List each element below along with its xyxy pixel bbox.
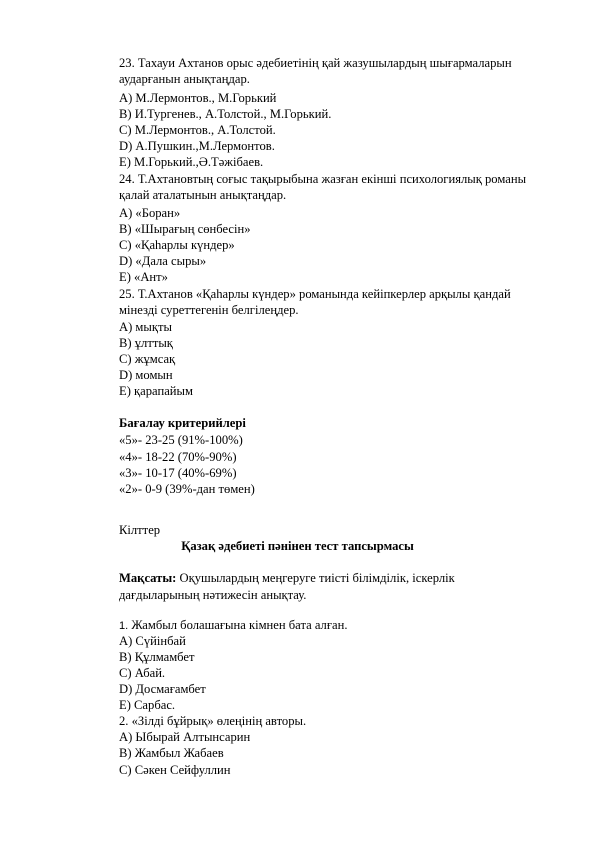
q23-option-e: Е) М.Горький.,Ә.Тәжібаев. [119, 155, 264, 169]
q23-option-c: С) М.Лермонтов., А.Толстой. [119, 123, 276, 137]
goal-text1: Оқушылардың меңгеруге тиісті білімділік, іскерлік [176, 571, 455, 585]
keys-label: Кілттер [119, 523, 161, 537]
q25-text-line1: 25. Т.Ахтанов «Қаһарлы күндер» романында кейіпкерлер арқылы қандай [119, 287, 511, 301]
goal-line1 [119, 570, 455, 586]
t2-option-b: В) Жамбыл Жабаев [119, 746, 224, 760]
t1-number: 1. [119, 620, 129, 632]
t1-option-e: Е) Сарбас. [119, 698, 176, 712]
q23-text-line2: аударғанын анықтаңдар. [119, 72, 250, 86]
t1-option-a: А) Сүйінбай [119, 634, 186, 648]
t1-question-line [119, 617, 347, 634]
q23-text-line1: 23. Тахауи Ахтанов орыс әдебиетінің қай жазушылардың шығармаларын [119, 56, 512, 70]
q25-option-a: А) мықты [119, 320, 172, 334]
goal-label: Мақсаты: [119, 571, 177, 585]
q25-option-e: Е) қарапайым [119, 384, 193, 398]
q23-option-d: D) А.Пушкин.,М.Лермонтов. [119, 139, 275, 153]
t1-option-d: D) Досмағамбет [119, 682, 206, 696]
q24-option-e: Е) «Ант» [119, 270, 168, 284]
q24-option-c: С) «Қаһарлы күндер» [119, 238, 235, 252]
goal-text2: дағдыларының нәтижесін анықтау. [119, 588, 307, 602]
q25-option-d: D) момын [119, 368, 173, 382]
t2-option-c: С) Сәкен Сейфуллин [119, 763, 231, 777]
q23-option-b: В) И.Тургенев., А.Толстой., М.Горький. [119, 107, 332, 121]
criteria-item-3: «3»- 10-17 (40%-69%) [119, 466, 237, 480]
q25-option-c: С) жұмсақ [119, 352, 176, 366]
criteria-item-5: «5»- 23-25 (91%-100%) [119, 433, 243, 447]
q23-option-a: А) М.Лермонтов., М.Горький [119, 91, 277, 105]
t1-option-c: С) Абай. [119, 666, 166, 680]
q25-option-b: В) ұлттық [119, 336, 173, 350]
criteria-item-2: «2»- 0-9 (39%-дан төмен) [119, 482, 255, 496]
criteria-item-4: «4»- 18-22 (70%-90%) [119, 450, 237, 464]
q24-option-d: D) «Дала сыры» [119, 254, 207, 268]
criteria-title: Бағалау критерийлері [119, 416, 246, 430]
t2-question: 2. «Зілді бұйрық» өлеңінің авторы. [119, 714, 307, 728]
q25-text-line2: мінезді суреттегенін белгілеңдер. [119, 303, 299, 317]
t1-option-b: В) Құлмамбет [119, 650, 195, 664]
q24-option-b: В) «Шырағың сөнбесін» [119, 222, 251, 236]
q24-text-line1: 24. Т.Ахтановтың соғыс тақырыбына жазған екінші психологиялық романы [119, 172, 527, 186]
q24-option-a: А) «Боран» [119, 206, 181, 220]
test-title: Қазақ әдебиеті пәнінен тест тапсырмасы [181, 539, 414, 553]
q24-text-line2: қалай аталатынын анықтаңдар. [119, 188, 287, 202]
t1-question: Жамбыл болашағына кімнен бата алған. [128, 618, 348, 632]
t2-option-a: А) Ыбырай Алтынсарин [119, 730, 251, 744]
